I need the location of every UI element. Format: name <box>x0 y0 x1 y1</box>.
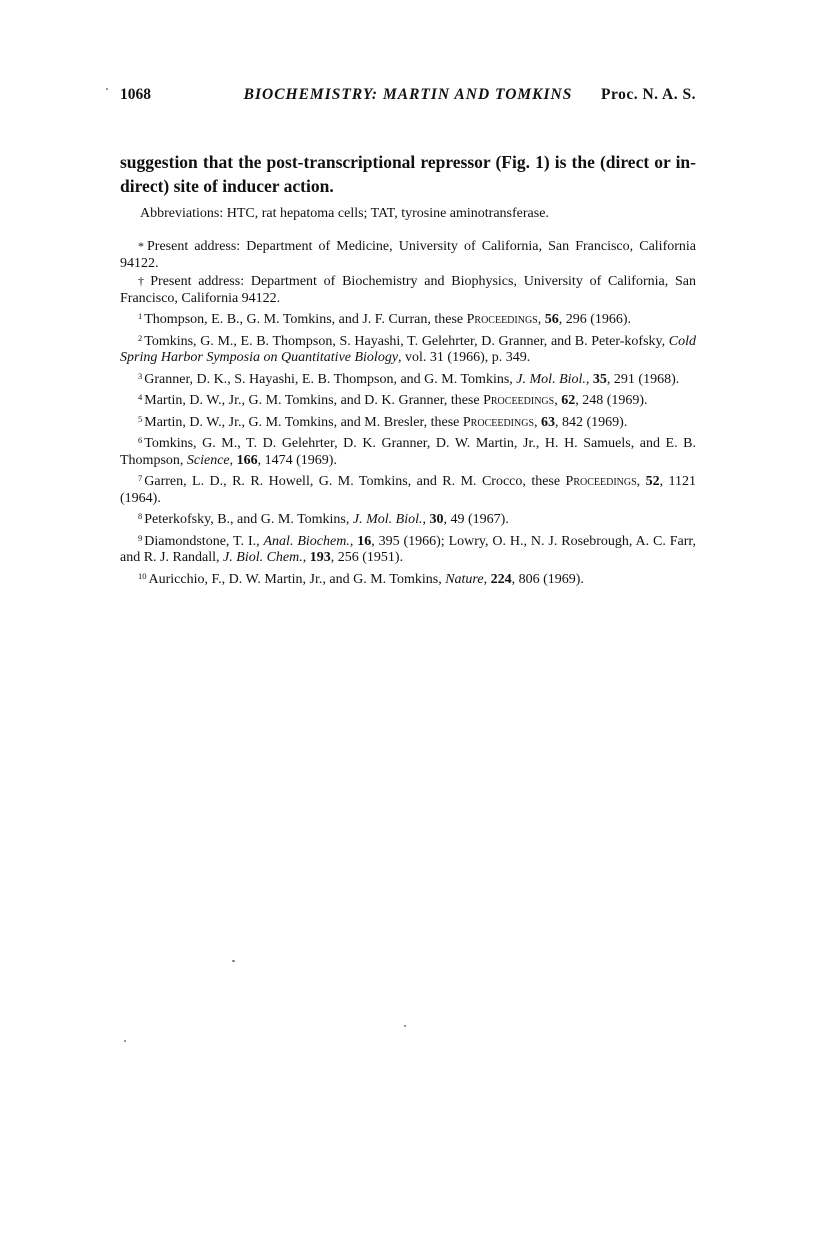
scan-speck <box>106 88 108 90</box>
reference-text: Tomkins, G. M., E. B. Thompson, S. Hayashi, T. Gelehrter, D. Granner, and B. Peter-kofsky, <box>144 333 669 349</box>
reference-text: Cold Spring Harbor Symposia on Quantitative Biology <box>120 333 696 365</box>
reference-item <box>120 530 696 567</box>
reference-text: 193 <box>309 550 331 565</box>
reference-text: , <box>534 414 542 430</box>
reference-text: , <box>422 512 430 527</box>
footnote-mark: * <box>138 239 144 253</box>
reference-text: 224 <box>490 571 512 587</box>
reference-text: , <box>537 312 545 327</box>
reference-text: 16 <box>357 533 372 549</box>
reference-item <box>120 508 696 529</box>
reference-text: , 1121 (1964). <box>120 474 697 506</box>
running-header <box>120 86 696 108</box>
reference-text: , 842 (1969). <box>555 414 628 430</box>
journal-name: Proc. N. A. S. <box>601 86 696 103</box>
reference-text: 63 <box>541 414 556 430</box>
reference-list <box>120 308 696 588</box>
reference-item <box>120 411 696 432</box>
scan-speck <box>232 960 235 962</box>
scan-speck <box>404 1025 406 1027</box>
reference-text: Martin, D. W., Jr., G. M. Tomkins, and D. K. Granner, these <box>144 393 484 408</box>
reference-text: , 296 (1966). <box>558 312 632 327</box>
reference-text: Garren, L. D., R. R. Howell, G. M. Tomkins, and R. M. Crocco, these <box>144 474 566 489</box>
reference-text: J. Biol. Chem. <box>223 550 303 565</box>
reference-number: 5 <box>138 413 143 424</box>
reference-text: , 395 (1966); Lowry, O. H., N. J. Rosebrough, A. C. Farr, and R. J. Randall, <box>120 533 696 565</box>
reference-text: , <box>229 452 237 468</box>
reference-item <box>120 432 696 469</box>
reference-text: , 248 (1969). <box>575 393 648 408</box>
reference-text: , vol. 31 (1966), p. 349. <box>398 350 531 365</box>
reference-item <box>120 308 696 329</box>
reference-text: , 291 (1968). <box>606 371 680 387</box>
footnote-list <box>120 238 696 307</box>
reference-text: , 806 (1969). <box>511 571 584 587</box>
reference-text: , <box>483 571 491 587</box>
page-number: 1068 <box>120 86 151 103</box>
footnote-mark: † <box>138 274 148 288</box>
reference-text: Martin, D. W., Jr., G. M. Tomkins, and M. Bresler, these <box>144 414 463 430</box>
reference-text: 62 <box>561 393 576 408</box>
reference-text: Science <box>186 452 230 468</box>
reference-text: Proceedings <box>565 474 637 489</box>
reference-text: 56 <box>544 312 559 327</box>
reference-text: 52 <box>645 474 660 489</box>
reference-text: Proceedings <box>462 414 535 430</box>
body-paragraph: suggestion that the post-transcriptional repressor (Fig. 1) is the (direct or in- direct) site of inducer action. <box>120 152 696 196</box>
scan-speck <box>124 1040 126 1042</box>
reference-number: 10 <box>138 570 147 581</box>
reference-text: Tomkins, G. M., T. D. Gelehrter, D. K. Granner, D. W. Martin, Jr., H. H. Samuels, and E. B. Thompson, <box>120 436 696 468</box>
abbreviations-note: Abbreviations: HTC, rat hepatoma cells; TAT, tyrosine aminotransferase. <box>140 206 549 221</box>
reference-number: 3 <box>138 370 143 381</box>
reference-text: Peterkofsky, B., and G. M. Tomkins, <box>144 512 353 527</box>
reference-text: Auricchio, F., D. W. Martin, Jr., and G. M. Tomkins, <box>148 571 446 587</box>
footnote <box>120 273 696 307</box>
reference-text: , <box>585 371 593 387</box>
reference-text: J. Mol. Biol. <box>352 512 423 527</box>
reference-text: 35 <box>592 371 607 387</box>
reference-text: 166 <box>236 452 258 468</box>
reference-text: , 49 (1967). <box>443 512 509 527</box>
reference-text: J. Mol. Biol. <box>516 371 586 387</box>
reference-item <box>120 568 696 589</box>
reference-text: 30 <box>429 512 444 527</box>
reference-number: 9 <box>138 532 143 543</box>
reference-text: , <box>349 533 358 549</box>
reference-text: Proceedings <box>483 393 555 408</box>
reference-number: 4 <box>138 392 143 402</box>
reference-text: Nature <box>445 571 484 587</box>
reference-number: 1 <box>138 311 143 321</box>
reference-text: Granner, D. K., S. Hayashi, E. B. Thompson, and G. M. Tomkins, <box>144 371 517 387</box>
reference-text: Diamondstone, T. I., <box>144 533 264 549</box>
reference-text: Anal. Biochem. <box>263 533 350 549</box>
footnote <box>120 238 696 272</box>
reference-number: 2 <box>138 332 143 343</box>
footnote-text: Present address: Department of Biochemistry and Biophysics, University of California, San Francisco, California 94122. <box>120 274 696 306</box>
reference-number: 8 <box>138 511 143 521</box>
reference-number: 7 <box>138 473 143 483</box>
reference-item <box>120 470 696 507</box>
reference-text: , <box>302 550 310 565</box>
reference-number: 6 <box>138 435 143 445</box>
reference-item <box>120 368 696 389</box>
notes-section <box>120 238 696 589</box>
reference-text: Proceedings <box>466 312 538 327</box>
reference-item <box>120 389 696 410</box>
reference-text: , <box>636 474 646 489</box>
running-title: BIOCHEMISTRY: MARTIN AND TOMKINS <box>243 86 573 103</box>
reference-text: , <box>554 393 562 408</box>
footnote-text: Present address: Department of Medicine, University of California, San Francisco, California 94122. <box>120 239 696 271</box>
reference-text: , 1474 (1969). <box>257 452 337 468</box>
reference-text: , 256 (1951). <box>330 550 404 565</box>
reference-text: Thompson, E. B., G. M. Tomkins, and J. F. Curran, these <box>144 312 467 327</box>
reference-item <box>120 330 696 367</box>
